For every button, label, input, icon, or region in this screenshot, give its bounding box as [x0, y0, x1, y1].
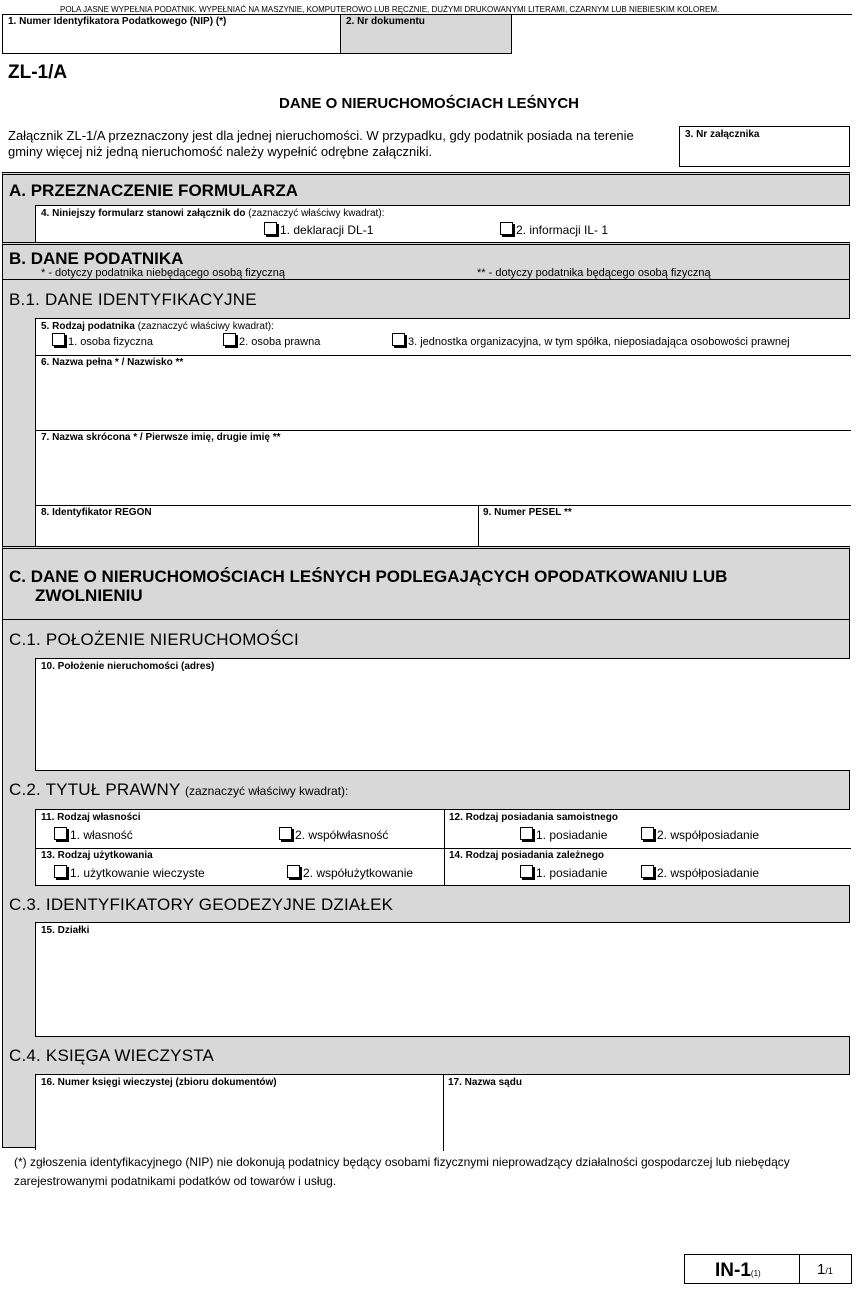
attachment-number-field[interactable] — [679, 126, 850, 167]
section-c — [2, 546, 850, 1148]
field-7-label: 7. Nazwa skrócona * / Pierwsze imię, drugie imię ** — [41, 432, 281, 443]
field-8-input[interactable] — [36, 506, 478, 546]
section-c4-title: C.4. KSIĘGA WIECZYSTA — [9, 1046, 215, 1065]
header-rule — [512, 14, 852, 15]
attachment-number-label: 3. Nr załącznika — [685, 129, 760, 140]
field-9-input[interactable] — [479, 506, 851, 546]
option-posiadanie-samoistne[interactable]: 1. posiadanie — [520, 827, 607, 842]
nip-label: 1. Numer Identyfikatora Podatkowego (NIP) (*) — [8, 16, 227, 27]
checkbox-icon[interactable] — [520, 865, 533, 878]
option-il1[interactable]: 2. informacji IL- 1 — [500, 222, 608, 237]
checkbox-icon[interactable] — [223, 333, 236, 346]
option-dl1[interactable]: 1. deklaracji DL-1 — [264, 222, 373, 237]
field-11-label: 11. Rodzaj własności — [41, 812, 141, 823]
section-b-note-left: * - dotyczy podatnika niebędącego osobą fizyczną — [41, 267, 285, 279]
form-intro: Załącznik ZL-1/A przeznaczony jest dla jednej nieruchomości. W przypadku, gdy podatnik posiada na terenie gminy więcej niż jedną nieruchomość należy wypełnić odrębne załączniki. — [8, 128, 634, 159]
divider — [799, 1255, 800, 1283]
divider — [36, 848, 851, 849]
option-wlasnosc[interactable]: 1. własność — [54, 827, 133, 842]
field-4 — [35, 205, 850, 243]
page-number: 1/1 — [817, 1261, 833, 1278]
section-c2-title — [9, 780, 348, 800]
form-title: DANE O NIERUCHOMOŚCIACH LEŚNYCH — [278, 95, 579, 112]
option-osoba-fizyczna[interactable]: 1. osoba fizyczna — [52, 333, 153, 348]
section-a-title: A. PRZEZNACZENIE FORMULARZA — [9, 181, 298, 200]
field-17-label: 17. Nazwa sądu — [448, 1077, 522, 1088]
section-b-title: B. DANE PODATNIKA — [9, 249, 184, 268]
form-code-footer: IN-1(1) — [715, 1260, 761, 1281]
field-16-input[interactable] — [36, 1075, 443, 1151]
section-c2-title-main: C.2. TYTUŁ PRAWNY — [9, 780, 181, 799]
section-b-note-right: ** - dotyczy podatnika będącego osobą fizyczną — [477, 267, 711, 279]
checkbox-icon[interactable] — [520, 827, 533, 840]
field-15-label: 15. Działki — [41, 925, 90, 936]
checkbox-icon[interactable] — [52, 333, 65, 346]
field-15[interactable] — [35, 922, 850, 1037]
field-6-label: 6. Nazwa pełna * / Nazwisko ** — [41, 357, 184, 368]
checkbox-icon[interactable] — [500, 222, 513, 235]
section-c-title-line1: C. DANE O NIERUCHOMOŚCIACH LEŚNYCH PODLEGAJĄCYCH OPODATKOWANIU LUB — [9, 567, 728, 586]
checkbox-icon[interactable] — [287, 865, 300, 878]
option-wspolposiadanie-zalezne[interactable]: 2. współposiadanie — [641, 865, 759, 880]
section-b1-title: B.1. DANE IDENTYFIKACYJNE — [9, 290, 257, 309]
option-jednostka-organizacyjna[interactable]: 3. jednostka organizacyjna, w tym spółka, nieposiadająca osobowości prawnej — [392, 333, 790, 348]
checkbox-icon[interactable] — [641, 827, 654, 840]
field-7-input[interactable] — [36, 431, 851, 505]
field-10-label: 10. Położenie nieruchomości (adres) — [41, 661, 215, 672]
divider — [3, 619, 849, 620]
section-c4-fields — [35, 1074, 850, 1150]
doc-number-field — [340, 14, 512, 54]
field-13-label: 13. Rodzaj użytkowania — [41, 850, 153, 861]
section-c2-note: (zaznaczyć właściwy kwadrat): — [185, 784, 349, 798]
footer-note-line1: (*) zgłoszenia identyfikacyjnego (NIP) nie dokonują podatnicy będący osobami fizycznymi nieprowadzący działalności gospodarczej lub niebędący — [14, 1155, 790, 1169]
form-code-box — [684, 1254, 852, 1284]
checkbox-icon[interactable] — [641, 865, 654, 878]
field-12-label: 12. Rodzaj posiadania samoistnego — [449, 812, 618, 823]
field-4-label: 4. Niniejszy formularz stanowi załącznik do (zaznaczyć właściwy kwadrat): — [41, 208, 385, 219]
field-5-label: 5. Rodzaj podatnika (zaznaczyć właściwy kwadrat): — [41, 321, 274, 332]
section-a — [2, 172, 850, 242]
section-c-title-line2: ZWOLNIENIU — [35, 586, 143, 605]
form-code: ZL-1/A — [8, 62, 68, 83]
field-17-input[interactable] — [444, 1075, 851, 1151]
field-8-label: 8. Identyfikator REGON — [41, 507, 152, 518]
nip-field[interactable] — [2, 14, 341, 54]
section-b — [2, 242, 850, 546]
option-wspoluzytkowanie[interactable]: 2. współużytkowanie — [287, 865, 413, 880]
checkbox-icon[interactable] — [54, 865, 67, 878]
checkbox-icon[interactable] — [54, 827, 67, 840]
section-c3-title: C.3. IDENTYFIKATORY GEODEZYJNE DZIAŁEK — [9, 895, 394, 914]
header-instruction: POLA JASNE WYPEŁNIA PODATNIK. WYPEŁNIAĆ NA MASZYNIE, KOMPUTEROWO LUB RĘCZNIE, DUŻYMI DRUKOWANYMI LITERAMI, CZARNYM LUB NIEBIESKIM KOLOREM. — [60, 5, 720, 14]
checkbox-icon[interactable] — [279, 827, 292, 840]
doc-number-label: 2. Nr dokumentu — [346, 16, 425, 27]
field-6-input[interactable] — [36, 356, 851, 430]
option-wspolposiadanie-samoistne[interactable]: 2. współposiadanie — [641, 827, 759, 842]
section-c2-fields — [35, 809, 850, 886]
b1-divider — [3, 279, 849, 280]
section-c1-title: C.1. POŁOŻENIE NIERUCHOMOŚCI — [9, 630, 299, 649]
field-10[interactable] — [35, 658, 850, 771]
field-9-label: 9. Numer PESEL ** — [483, 507, 572, 518]
checkbox-icon[interactable] — [392, 333, 405, 346]
option-wspolwlasnosc[interactable]: 2. współwłasność — [279, 827, 388, 842]
checkbox-icon[interactable] — [264, 222, 277, 235]
footer-note-line2: zarejestrowanymi podatnikami podatków od towarów i usług. — [14, 1174, 337, 1188]
field-14-label: 14. Rodzaj posiadania zależnego — [449, 850, 605, 861]
option-uzytkowanie-wieczyste[interactable]: 1. użytkowanie wieczyste — [54, 865, 205, 880]
field-16-label: 16. Numer księgi wieczystej (zbioru dokumentów) — [41, 1077, 277, 1088]
option-posiadanie-zalezne[interactable]: 1. posiadanie — [520, 865, 607, 880]
section-b1-fields — [35, 318, 850, 546]
option-osoba-prawna[interactable]: 2. osoba prawna — [223, 333, 320, 348]
